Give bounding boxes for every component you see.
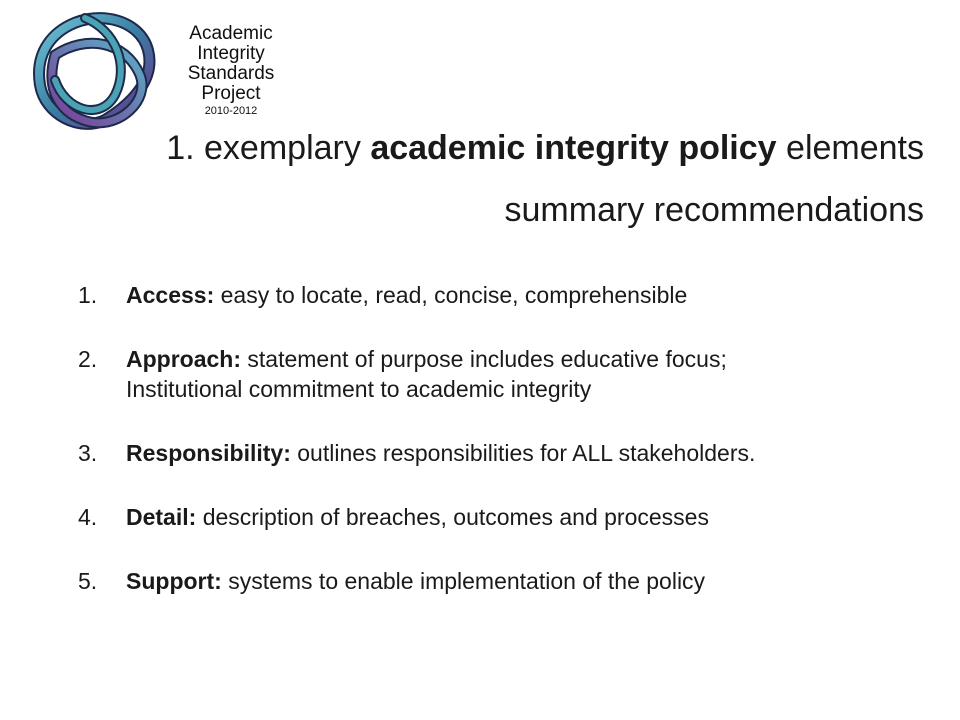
list-item — [78, 566, 938, 596]
slide-subtitle: summary recommendations — [504, 191, 924, 229]
project-logo — [30, 10, 275, 135]
item-label: Detail: — [126, 504, 197, 530]
title-post: elements — [786, 129, 924, 167]
item-number: 3. — [78, 440, 98, 466]
item-text: systems to enable implementation of the policy — [228, 568, 706, 594]
logo-line: Academic — [189, 23, 273, 44]
list-item — [78, 438, 938, 468]
title-pre: exemplary — [204, 129, 361, 167]
logo-line: Project — [201, 83, 261, 104]
item-number: 2. — [78, 346, 98, 372]
slide-title — [166, 128, 924, 168]
logo-line: Standards — [187, 63, 275, 84]
recommendation-list — [78, 280, 938, 596]
item-text-continued: Institutional commitment to academic integrity — [126, 376, 592, 402]
item-text: easy to locate, read, concise, comprehensible — [220, 282, 688, 308]
item-text: description of breaches, outcomes and processes — [202, 504, 709, 530]
logo-years: 2010-2012 — [204, 105, 258, 117]
logo-line: Integrity — [197, 43, 265, 64]
item-number: 1. — [78, 282, 98, 308]
item-label: Support: — [126, 568, 222, 594]
item-label: Responsibility: — [126, 440, 291, 466]
interlocking-knot-logo-icon — [30, 10, 180, 135]
item-label: Approach: — [126, 346, 241, 372]
title-number: 1. — [166, 129, 195, 167]
logo-text — [176, 24, 286, 118]
item-number: 4. — [78, 504, 98, 530]
list-item — [78, 280, 938, 310]
item-text: outlines responsibilities for ALL stakeholders. — [297, 440, 756, 466]
list-item — [78, 344, 938, 404]
item-number: 5. — [78, 568, 98, 594]
item-label: Access: — [126, 282, 215, 308]
list-item — [78, 502, 938, 532]
title-bold: academic integrity policy — [370, 129, 777, 167]
item-text: statement of purpose includes educative focus; — [247, 346, 727, 372]
